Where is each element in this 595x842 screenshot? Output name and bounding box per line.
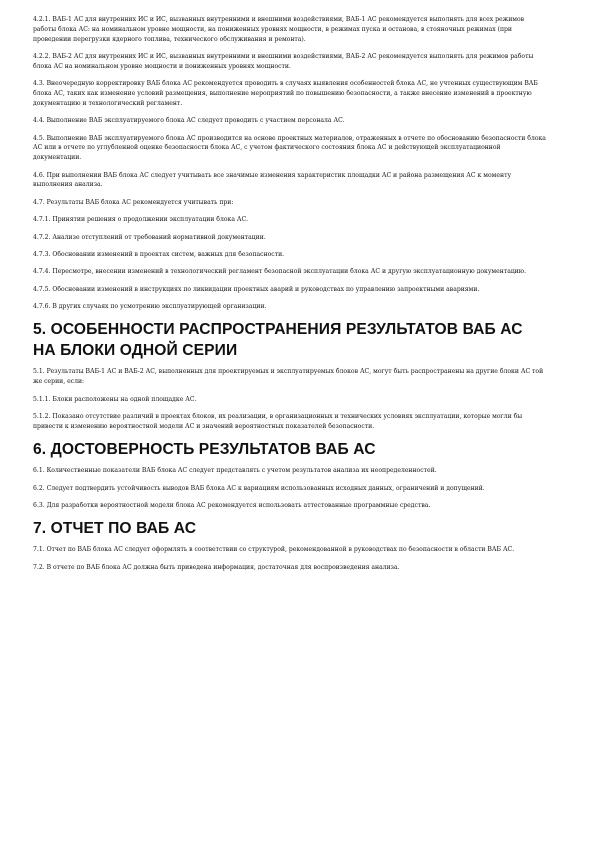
paragraph-text: 4.7.3. Обосновании изменений в проектах систем, важных для безопасности. bbox=[33, 250, 285, 258]
paragraph-text: 4.7.6. В других случаях по усмотрению эксплуатирующей организации. bbox=[33, 303, 267, 311]
paragraph-text: 4.7.2. Анализе отступлений от требований нормативной документации. bbox=[33, 233, 266, 241]
paragraph-4-4 bbox=[33, 116, 549, 126]
paragraph-text: 4.3. Внеочередную корректировку ВАБ блока АС рекомендуется проводить в случаях выявления особенностей блока АС, не учтенных существующим ВАБ блока АС, таких как изменение условий размещения, выполнение мероприятий по повышению безопасности, а также внесение изменений в проектную документацию и технологический регламент. bbox=[33, 80, 538, 107]
section-heading-5: 5. ОСОБЕННОСТИ РАСПРОСТРАНЕНИЯ РЕЗУЛЬТАТОВ ВАБ АС НА БЛОКИ ОДНОЙ СЕРИИ bbox=[33, 321, 523, 360]
paragraph-text: 4.7. Результаты ВАБ блока АС рекомендуется учитывать при: bbox=[33, 198, 234, 206]
paragraph-text: 4.7.4. Пересмотре, внесении изменений в технологический регламент безопасной эксплуатации блока АС и другую эксплуатационную документацию. bbox=[33, 268, 527, 276]
paragraph-text: 4.5. Выполнение ВАБ эксплуатируемого блока АС производится на основе проектных материалов, отраженных в отчете по обоснованию безопасности блока АС или в отчете по углубленной оценке безопасности блока АС, с учетом фактического состояния блока АС и действующей эксплуатационной документации. bbox=[33, 134, 546, 162]
paragraph-4-7-5 bbox=[33, 285, 549, 295]
paragraph-text: 5.1.2. Показано отсутствие различий в проектах блоков, их реализации, в организационных и технических условиях эксплуатации, которые могли бы привести к изменению вероятностной модели АС и значений вероятностных показателей безопасности. bbox=[33, 413, 523, 430]
paragraph-text: 6.2. Следует подтвердить устойчивость выводов ВАБ блока АС к вариациям использованных исходных данных, ограничений и допущений. bbox=[33, 484, 485, 492]
paragraph-text: 4.2.2. ВАБ-2 АС для внутренних ИС и ИС, вызванных внутренними и внешними воздействиями, ВАБ-2 АС рекомендуется выполнять для режимов работы блока АС на номинальном уровне мощности и пониженных уровнях мощности. bbox=[33, 52, 534, 70]
paragraph-text: 5.1. Результаты ВАБ-1 АС и ВАБ-2 АС, выполненных для проектируемых и эксплуатируемых блоков АС, могут быть распространены на другие блоки АС той же серии, если: bbox=[33, 368, 544, 386]
paragraph-text: 6.1. Количественные показатели ВАБ блока АС следует представлять с учетом результатов анализа их неопределенностей. bbox=[33, 467, 437, 475]
paragraph-4-7 bbox=[33, 198, 549, 208]
paragraph-6-3 bbox=[33, 501, 549, 511]
paragraph-5-1-2 bbox=[33, 412, 549, 432]
paragraph-4-2-1 bbox=[33, 15, 549, 44]
paragraph-4-5 bbox=[33, 134, 549, 163]
paragraph-4-2-2 bbox=[33, 52, 549, 72]
paragraph-6-1 bbox=[33, 466, 549, 476]
paragraph-text: 4.7.1. Принятии решения о продолжении эксплуатации блока АС. bbox=[33, 216, 249, 224]
paragraph-4-7-3 bbox=[33, 250, 549, 260]
paragraph-4-7-1 bbox=[33, 215, 549, 225]
paragraph-7-2 bbox=[33, 563, 549, 573]
paragraph-text: 4.2.1. ВАБ-1 АС для внутренних ИС и ИС, вызванных внутренними и внешними воздействиями, ВАБ-1 АС рекомендуется выполнять для всех режимов работы блока АС: на номинальном уровне мощности, на пониженных уровнях мощности, в режимах пуска и останова, в стояночных режимах (при проведении перегрузки ядерного топлива, технического обслуживания и ремонта). bbox=[33, 16, 525, 43]
paragraph-5-1 bbox=[33, 367, 549, 387]
paragraph-4-6 bbox=[33, 171, 549, 191]
paragraph-4-7-6 bbox=[33, 302, 549, 312]
paragraph-5-1-1 bbox=[33, 395, 549, 405]
paragraph-text: 7.2. В отчете по ВАБ блока АС должна быть приведена информация, достаточная для воспроизведения анализа. bbox=[33, 563, 400, 571]
paragraph-text: 4.7.5. Обосновании изменений в инструкциях по ликвидации проектных аварий и руководствах по управлению запроектными авариями. bbox=[33, 285, 480, 293]
paragraph-text: 4.6. При выполнении ВАБ блока АС следует учитывать все значимые изменения характеристик площадки АС и района размещения АС к моменту выполнения анализа. bbox=[33, 171, 512, 189]
paragraph-text: 7.1. Отчет по ВАБ блока АС следует оформлять в соответствии со структурой, рекомендованной в руководствах по безопасности в области ВАБ АС. bbox=[33, 546, 515, 554]
paragraph-6-2 bbox=[33, 484, 549, 494]
section-heading-7: 7. ОТЧЕТ ПО ВАБ АС bbox=[33, 520, 197, 538]
paragraph-7-1 bbox=[33, 545, 549, 555]
paragraph-text: 6.3. Для разработки вероятностной модели блока АС рекомендуется использовать аттестованные программные средства. bbox=[33, 502, 431, 509]
paragraph-4-7-2 bbox=[33, 233, 549, 243]
paragraph-text: 5.1.1. Блоки расположены на одной площадке АС. bbox=[33, 395, 197, 403]
paragraph-4-7-4 bbox=[33, 267, 549, 277]
paragraph-text: 4.4. Выполнение ВАБ эксплуатируемого блока АС следует проводить с участием персонала АС. bbox=[33, 117, 345, 125]
paragraph-4-3 bbox=[33, 79, 549, 108]
section-heading-6: 6. ДОСТОВЕРНОСТЬ РЕЗУЛЬТАТОВ ВАБ АС bbox=[33, 441, 376, 459]
